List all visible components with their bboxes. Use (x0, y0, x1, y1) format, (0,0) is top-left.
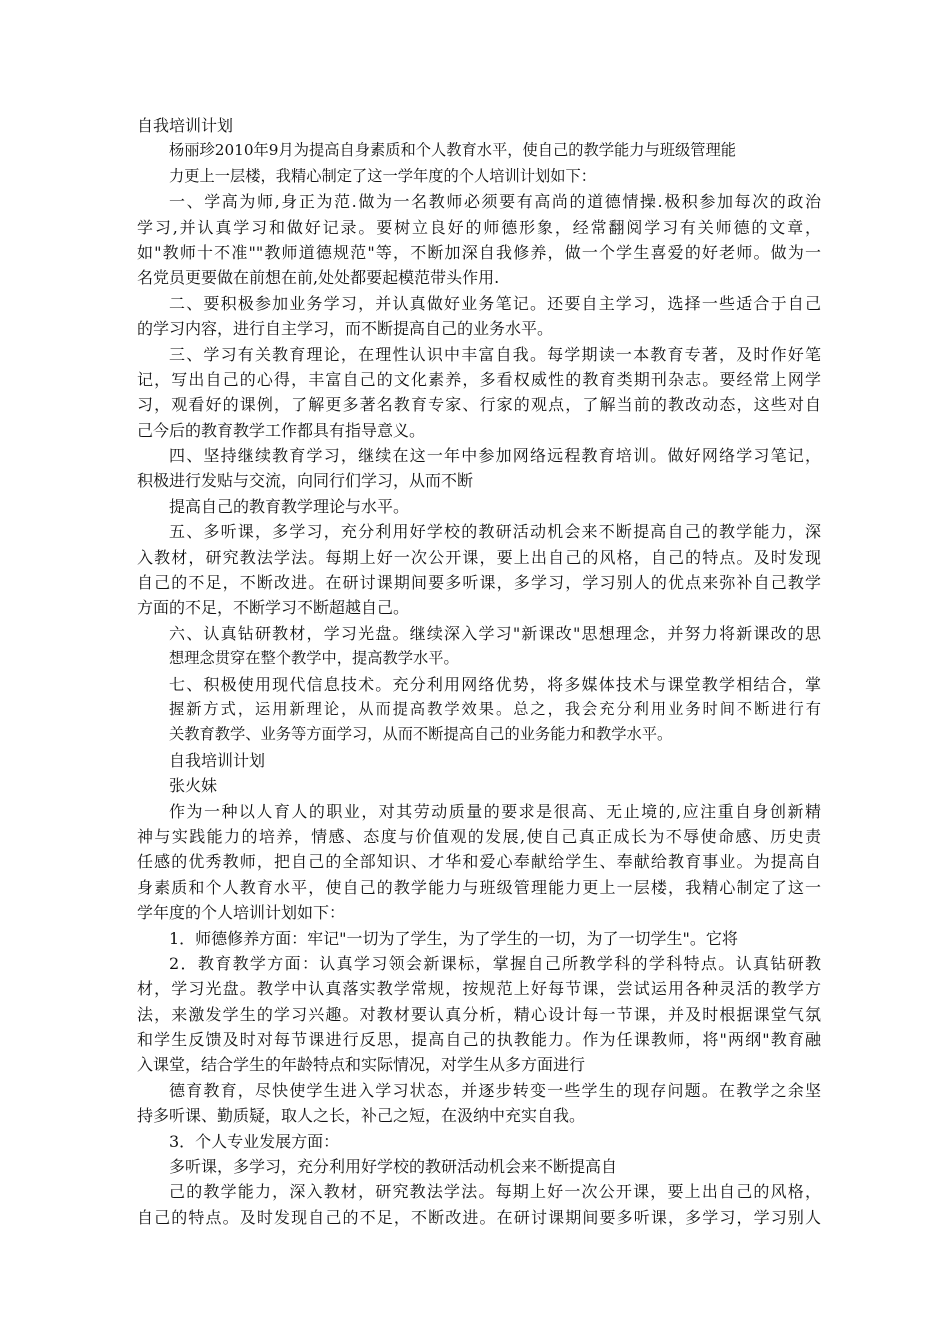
text-line: 作为一种以人育人的职业，对其劳动质量的要求是很高、无止境的,应注重自身创新精 (169, 801, 821, 821)
text-line: 想理念贯穿在整个教学中，提高教学水平。 (169, 649, 459, 668)
text-line: 一、学高为师,身正为范.做为一名教师必须要有高尚的道德情操.极积参加每次的政治 (169, 192, 821, 212)
text-line: 材，学习光盘。教学中认真落实教学常规，按规范上好每节课，尝试运用各种灵活的教学方 (137, 979, 821, 999)
text-line: 法，来激发学生的学习兴趣。对教材要认真分析，精心设计每一节课，并及时根据课堂气氛 (137, 1004, 821, 1024)
text-line: 名党员更要做在前想在前,处处都要起模范带头作用. (137, 268, 500, 288)
text-line: 握新方式，运用新理论，从而提高教学效果。总之，我会充分利用业务时间不断进行有 (169, 699, 821, 718)
text-line: 2．教育教学方面：认真学习领会新课标，掌握自己所教学科的学科特点。认真钻研教 (169, 953, 821, 973)
text-line: 三、学习有关教育理论，在理性认识中丰富自我。每学期读一本教育专著，及时作好笔 (169, 344, 821, 364)
text-line: 四、坚持继续教育学习，继续在这一年中参加网络远程教育培训。做好网络学习笔记， (169, 446, 821, 466)
text-line: 积极进行发贴与交流，向同行们学习，从而不断 (137, 471, 474, 491)
text-line: 己今后的教育教学工作都具有指导意义。 (137, 420, 426, 440)
text-line: 和学生反馈及时对每节课进行反思，提高自己的执教能力。作为任课教师，将"两纲"教育融 (137, 1030, 821, 1050)
text-line: 的学习内容，进行自主学习，而不断提高自己的业务水平。 (137, 319, 554, 339)
text-line: 多听课，多学习，充分利用好学校的教研活动机会来不断提高自 (169, 1157, 618, 1177)
text-line: 七、积极使用现代信息技术。充分利用网络优势，将多媒体技术与课堂教学相结合，掌 (169, 674, 821, 694)
text-line: 关教育教学、业务等方面学习，从而不断提高自己的业务能力和教学水平。 (169, 725, 673, 744)
text-line: 张火妹 (169, 776, 218, 796)
text-line: 自我培训计划 (137, 116, 234, 135)
text-line: 任感的优秀教师，把自己的全部知识、才华和爱心奉献给学生、奉献给教育事业。为提高自 (137, 852, 821, 872)
text-line: 入教材，研究教法学法。每期上好一次公开课，要上出自己的风格，自己的特点。及时发现 (137, 547, 821, 567)
text-line: 二、要积极参加业务学习，并认真做好业务笔记。还要自主学习，选择一些适合于自己 (169, 293, 821, 313)
text-line: 六、认真钻研教材，学习光盘。继续深入学习"新课改"思想理念，并努力将新课改的思 (169, 623, 821, 643)
text-line: 己的教学能力，深入教材，研究教法学法。每期上好一次公开课，要上出自己的风格， (169, 1182, 821, 1202)
text-line: 自己的不足，不断改进。在研讨课期间要多听课，多学习，学习别人的优点来弥补自己教学 (137, 573, 821, 593)
text-line: 力更上一层楼，我精心制定了这一学年度的个人培训计划如下： (169, 166, 596, 185)
text-line: 自我培训计划 (169, 750, 266, 770)
text-line: 提高自己的教育教学理论与水平。 (169, 496, 410, 516)
text-line: 自己的特点。及时发现自己的不足，不断改进。在研讨课期间要多听课，多学习，学习别人 (137, 1207, 821, 1227)
text-line: 方面的不足，不断学习不断超越自己。 (137, 598, 410, 618)
text-line: 3．个人专业发展方面： (169, 1131, 340, 1151)
text-line: 记，写出自己的心得，丰富自己的文化素养，多看权威性的教育类期刊杂志。要经常上网学 (137, 369, 821, 389)
text-line: 习，观看好的课例，了解更多著名教育专家、行家的观点，了解当前的教改动态，这些对自 (137, 395, 821, 415)
text-line: 德育教育，尽快使学生进入学习状态，并逐步转变一些学生的现存问题。在教学之余坚 (169, 1080, 821, 1100)
text-line: 学习,并认真学习和做好记录。要树立良好的师德形象，经常翻阅学习有关师德的文章， (137, 217, 821, 237)
document-body (137, 113, 821, 1230)
text-line: 神与实践能力的培养，情感、态度与价值观的发展,使自己真正成长为不辱使命感、历史责 (137, 826, 821, 846)
text-line: 五、多听课，多学习，充分利用好学校的教研活动机会来不断提高自己的教学能力，深 (169, 522, 821, 542)
text-line: 身素质和个人教育水平，使自己的教学能力与班级管理能力更上一层楼，我精心制定了这一 (137, 877, 821, 897)
text-line: 1．师德修养方面：牢记"一切为了学生，为了学生的一切，为了一切学生"。它将 (169, 928, 738, 948)
text-line: 入课堂，结合学生的年龄特点和实际情况，对学生从多方面进行 (137, 1055, 586, 1075)
text-line: 持多听课、勤质疑，取人之长，补己之短，在汲纳中充实自我。 (137, 1106, 586, 1126)
text-line: 学年度的个人培训计划如下： (137, 903, 346, 923)
text-line: 如"教师十不准""教师道德规范"等，不断加深自我修养，做一个学生喜爱的好老师。做为一 (137, 242, 821, 262)
text-line: 杨丽珍2010年9月为提高自身素质和个人教育水平，使自己的教学能力与班级管理能 (169, 141, 737, 160)
